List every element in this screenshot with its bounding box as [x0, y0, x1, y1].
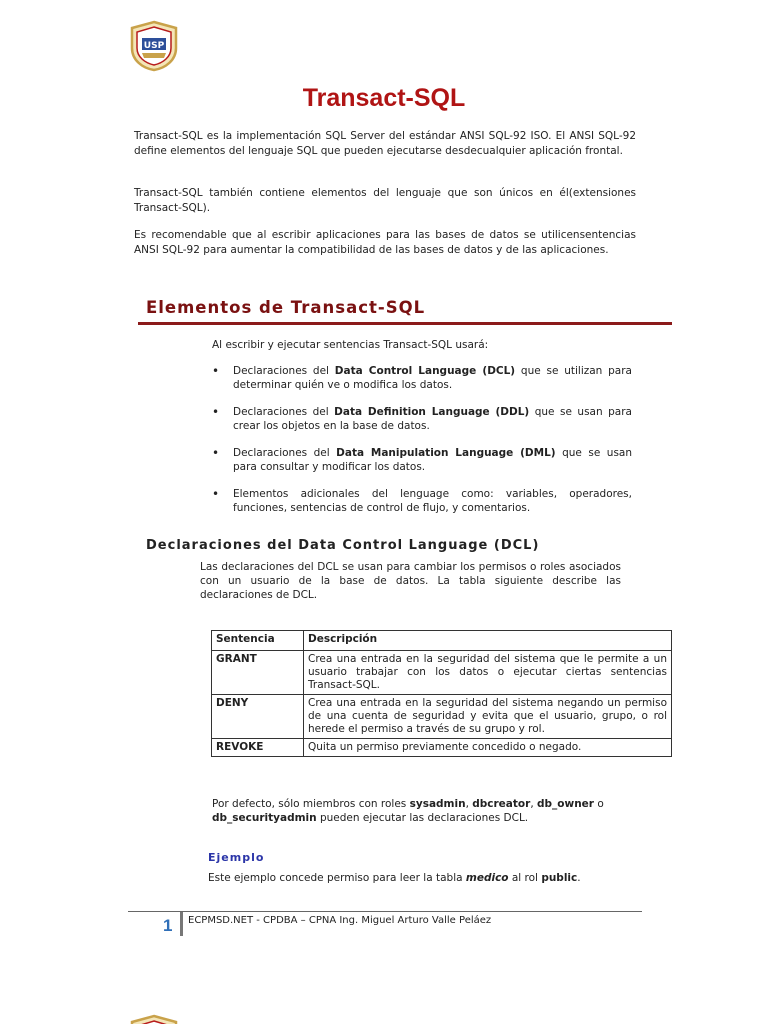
- table-cell-description: Crea una entrada en la seguridad del sistema negando un permiso de una cuenta de seguridad y evita que el usuario, grupo, o rol herede el permiso a través de su grupo y rol.: [304, 695, 672, 739]
- list-item: • Declaraciones del Data Definition Language (DDL) que se usan para crear los objetos en la base de datos.: [212, 405, 632, 432]
- footer-rule: [128, 911, 642, 912]
- list-item: • Elementos adicionales del lenguage como: variables, operadores, funciones, sentencias de control de flujo, y comentarios.: [212, 487, 632, 514]
- section-heading-elementos: Elementos de Transact-SQL: [146, 298, 426, 317]
- bullet-icon: •: [212, 487, 220, 501]
- university-logo: [128, 20, 180, 72]
- table-row: [212, 695, 672, 739]
- section-heading-dcl: Declaraciones del Data Control Language (DCL): [146, 538, 540, 553]
- default-permissions-note: Por defecto, sólo miembros con roles sysadmin, dbcreator, db_owner o db_securityadmin pueden ejecutar las declaraciones DCL.: [212, 798, 604, 824]
- table-cell-statement: REVOKE: [212, 739, 304, 757]
- table-header: Sentencia: [212, 631, 304, 651]
- intro-paragraph-2: Transact-SQL también contiene elementos del lenguaje que son únicos en él(extensiones Transact-SQL).: [134, 187, 636, 214]
- list-item: • Declaraciones del Data Control Language (DCL) que se utilizan para determinar quién ve o modifica los datos.: [212, 364, 632, 391]
- table-cell-statement: GRANT: [212, 651, 304, 695]
- example-heading: Ejemplo: [208, 851, 265, 864]
- elements-list: [212, 364, 632, 528]
- table-row: [212, 739, 672, 757]
- section-intro: Al escribir y ejecutar sentencias Transact-SQL usará:: [212, 339, 489, 351]
- table-header: Descripción: [304, 631, 672, 651]
- table-row: [212, 651, 672, 695]
- table-cell-description: Quita un permiso previamente concedido o negado.: [304, 739, 672, 757]
- intro-paragraph-3: Es recomendable que al escribir aplicaciones para las bases de datos se utilicensentencias ANSI SQL-92 para aumentar la compatibilidad de las bases de datos y de las aplicaciones.: [134, 229, 636, 256]
- table-cell-statement: DENY: [212, 695, 304, 739]
- section-heading-rule: [138, 322, 672, 325]
- example-text: Este ejemplo concede permiso para leer la tabla medico al rol public.: [208, 872, 581, 884]
- footer-text: ECPMSD.NET - CPDBA – CPNA Ing. Miguel Arturo Valle Peláez: [188, 915, 492, 926]
- bullet-icon: •: [212, 405, 220, 419]
- table-header-row: [212, 631, 672, 651]
- logo-text: USP: [143, 41, 165, 51]
- page-title: Transact-SQL: [302, 84, 466, 112]
- table-cell-description: Crea una entrada en la seguridad del sistema que le permite a un usuario trabajar con los datos o ejecutar ciertas sentencias Transact-SQL.: [304, 651, 672, 695]
- bullet-icon: •: [212, 364, 220, 378]
- list-item: • Declaraciones del Data Manipulation Language (DML) que se usan para consultar y modificar los datos.: [212, 446, 632, 473]
- bullet-icon: •: [212, 446, 220, 460]
- dcl-table: [211, 630, 672, 757]
- university-logo-next-page: [128, 1014, 180, 1024]
- dcl-description: Las declaraciones del DCL se usan para cambiar los permisos o roles asociados con un usuario de la base de datos. La tabla siguiente describe las declaraciones de DCL.: [200, 561, 621, 601]
- page-number: 1: [163, 916, 173, 935]
- intro-paragraph-1: Transact-SQL es la implementación SQL Server del estándar ANSI SQL-92 ISO. El ANSI SQL-92 define elementos del lenguaje SQL que pueden ejecutarse desdecualquier aplicación frontal.: [134, 130, 636, 157]
- footer-divider: [180, 912, 183, 936]
